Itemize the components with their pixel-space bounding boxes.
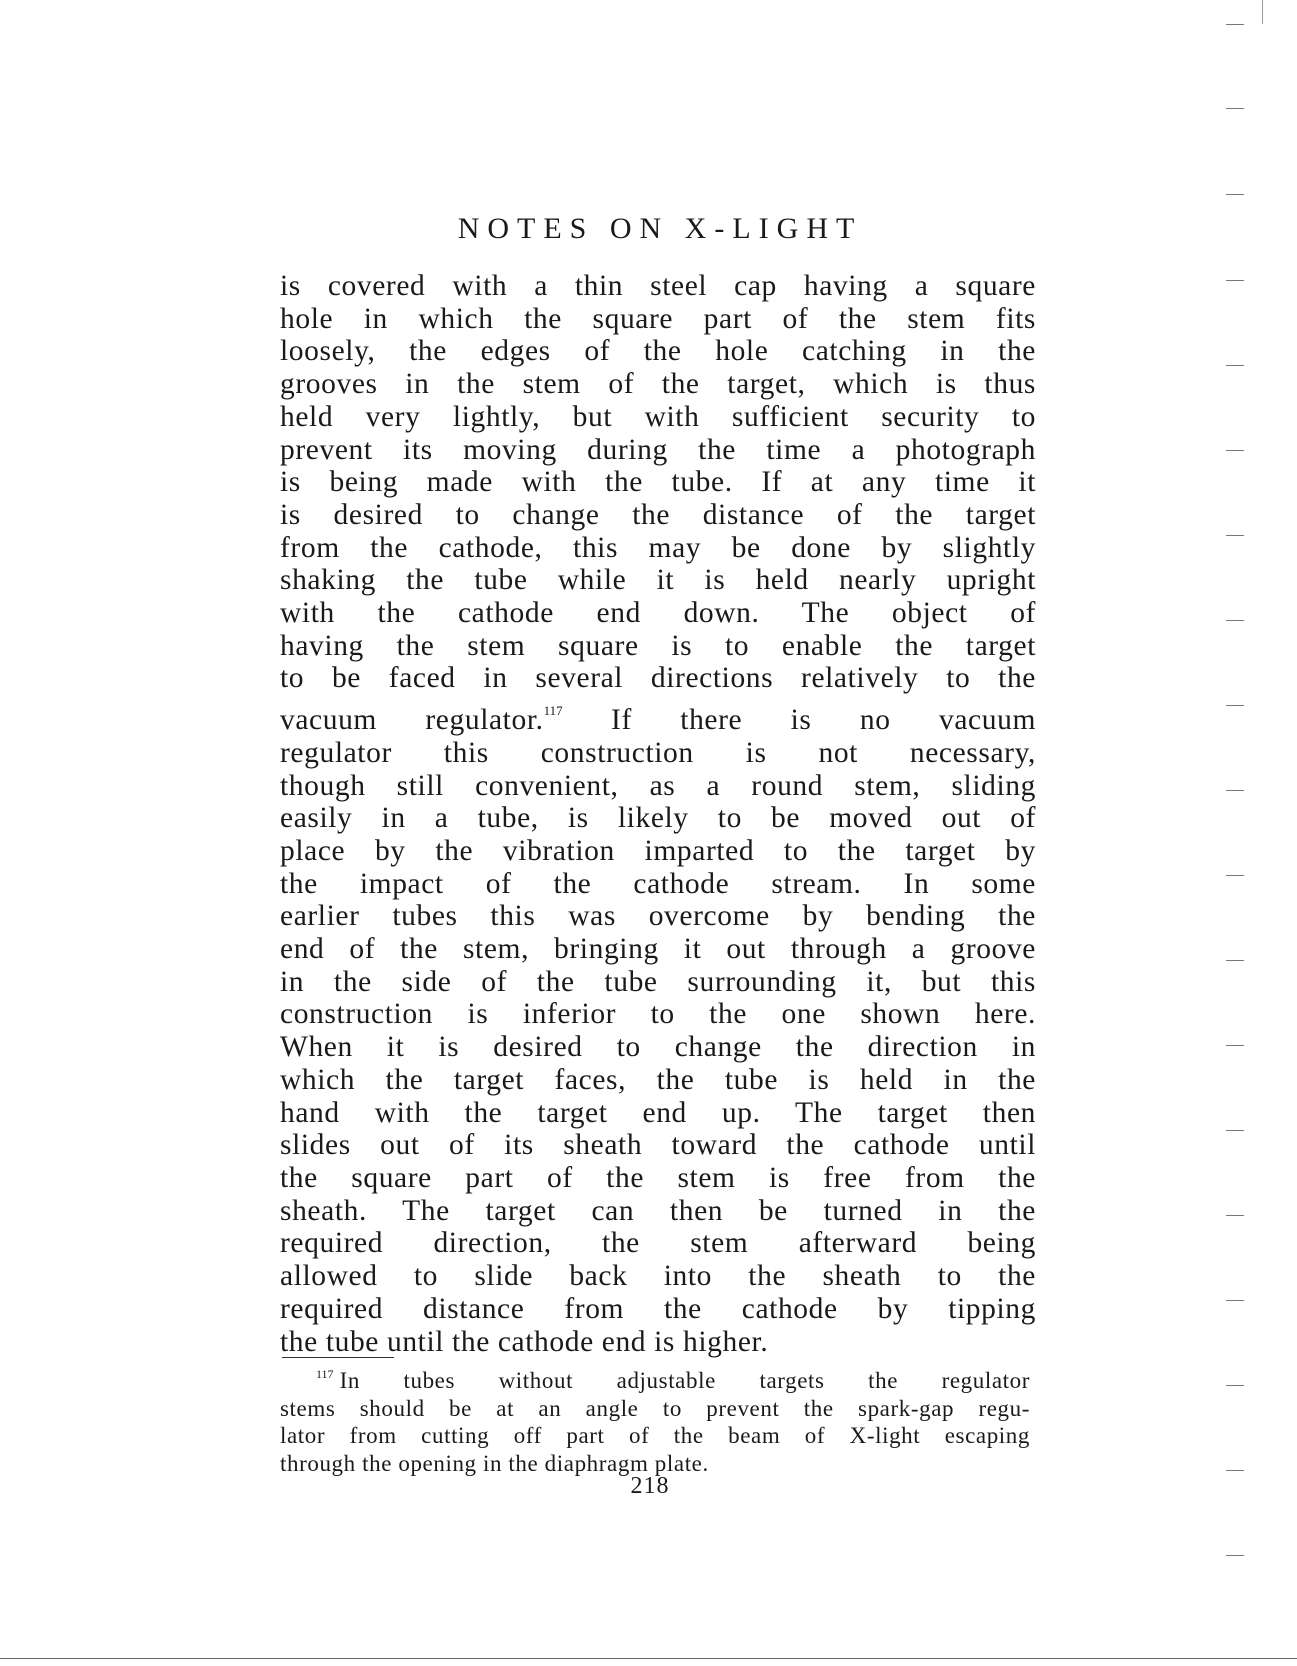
scan-tick: [1226, 108, 1244, 109]
footnote-line: lator from cutting off part of the beam of X-light escaping: [280, 1423, 1030, 1448]
scan-tick: [1226, 280, 1244, 281]
text-segment: vacuum regulator.: [280, 704, 544, 737]
scan-tick: [1226, 1045, 1244, 1046]
text-line: which the target faces, the tube is held in the: [280, 1063, 1036, 1096]
text-line: the tube until the cathode end is higher.: [280, 1325, 769, 1358]
scan-tick: [1226, 620, 1244, 621]
text-line: the square part of the stem is free from the: [280, 1161, 1036, 1194]
text-line: hand with the target end up. The target then: [280, 1096, 1036, 1129]
page-number: 218: [630, 1473, 670, 1499]
text-line: required direction, the stem afterward being: [280, 1227, 1036, 1260]
text-line: held very lightly, but with sufficient security to: [280, 400, 1036, 433]
text-line: allowed to slide back into the sheath to the: [280, 1260, 1036, 1293]
scan-tick: [1226, 1470, 1244, 1471]
text-line: end of the stem, bringing it out through a groove: [280, 933, 1036, 966]
text-line: easily in a tube, is likely to be moved out of: [280, 802, 1036, 835]
scan-tick: [1226, 1555, 1244, 1556]
running-head: NOTES ON X-LIGHT: [457, 212, 863, 245]
text-line: having the stem square is to enable the target: [280, 629, 1036, 662]
text-line: with the cathode end down. The object of: [280, 597, 1036, 630]
text-line: loosely, the edges of the hole catching in the: [280, 335, 1036, 368]
footnote-reference[interactable]: 117: [543, 703, 563, 719]
footnote-line: through the opening in the diaphragm plate.: [280, 1450, 709, 1476]
text-line: When it is desired to change the direction in: [280, 1031, 1036, 1064]
scan-tick: [1226, 1385, 1244, 1386]
footnote: [280, 1361, 1030, 1477]
text-line: in the side of the tube surrounding it, but this: [280, 965, 1036, 998]
scan-tick: [1226, 24, 1244, 25]
scan-tick: [1226, 1215, 1244, 1216]
scan-bottom-edge: [0, 1658, 1297, 1659]
scan-tick: [1226, 1300, 1244, 1301]
footnote-number: 117: [316, 1367, 334, 1381]
text-line: place by the vibration imparted to the target by: [280, 834, 1036, 867]
text-line: prevent its moving during the time a photograph: [280, 433, 1036, 466]
scan-tick: [1226, 705, 1244, 706]
scan-tick: [1226, 450, 1244, 451]
text-segment: If there is no vacuum: [562, 704, 1036, 737]
text-line-with-footnote-ref: [280, 695, 1036, 737]
text-line: is covered with a thin steel cap having a square: [280, 270, 1036, 302]
text-line: required distance from the cathode by tipping: [280, 1292, 1036, 1325]
text-line: sheath. The target can then be turned in the: [280, 1194, 1036, 1227]
text-line: from the cathode, this may be done by slightly: [280, 531, 1036, 564]
scan-tick: [1226, 1130, 1244, 1131]
text-line: grooves in the stem of the target, which is thus: [280, 368, 1036, 401]
scan-edge-mark: [1262, 0, 1263, 24]
text-line: shaking the tube while it is held nearly upright: [280, 564, 1036, 597]
scan-tick: [1226, 365, 1244, 366]
text-line: regulator this construction is not necessary,: [280, 736, 1036, 769]
text-line: though still convenient, as a round stem, sliding: [280, 769, 1036, 802]
scan-tick: [1226, 790, 1244, 791]
text-line: hole in which the square part of the stem fits: [280, 302, 1036, 335]
scan-tick: [1226, 960, 1244, 961]
scan-tick: [1226, 535, 1244, 536]
scan-tick: [1226, 875, 1244, 876]
footnote-line: [280, 1361, 1030, 1395]
body-paragraph: [280, 270, 1036, 1358]
text-line: to be faced in several directions relatively to the: [280, 662, 1036, 695]
footnote-line: stems should be at an angle to prevent the spark-gap regu-: [280, 1395, 1030, 1421]
text-line: construction is inferior to the one shown here.: [280, 998, 1036, 1031]
scan-tick: [1226, 194, 1244, 195]
text-line: is desired to change the distance of the target: [280, 498, 1036, 531]
text-line: slides out of its sheath toward the cathode until: [280, 1129, 1036, 1162]
text-line: the impact of the cathode stream. In some: [280, 867, 1036, 900]
text-line: earlier tubes this was overcome by bending the: [280, 900, 1036, 933]
text-line: is being made with the tube. If at any time it: [280, 466, 1036, 499]
footnote-rule: [282, 1357, 394, 1358]
footnote-text: In tubes without adjustable targets the regulator: [339, 1368, 1030, 1393]
